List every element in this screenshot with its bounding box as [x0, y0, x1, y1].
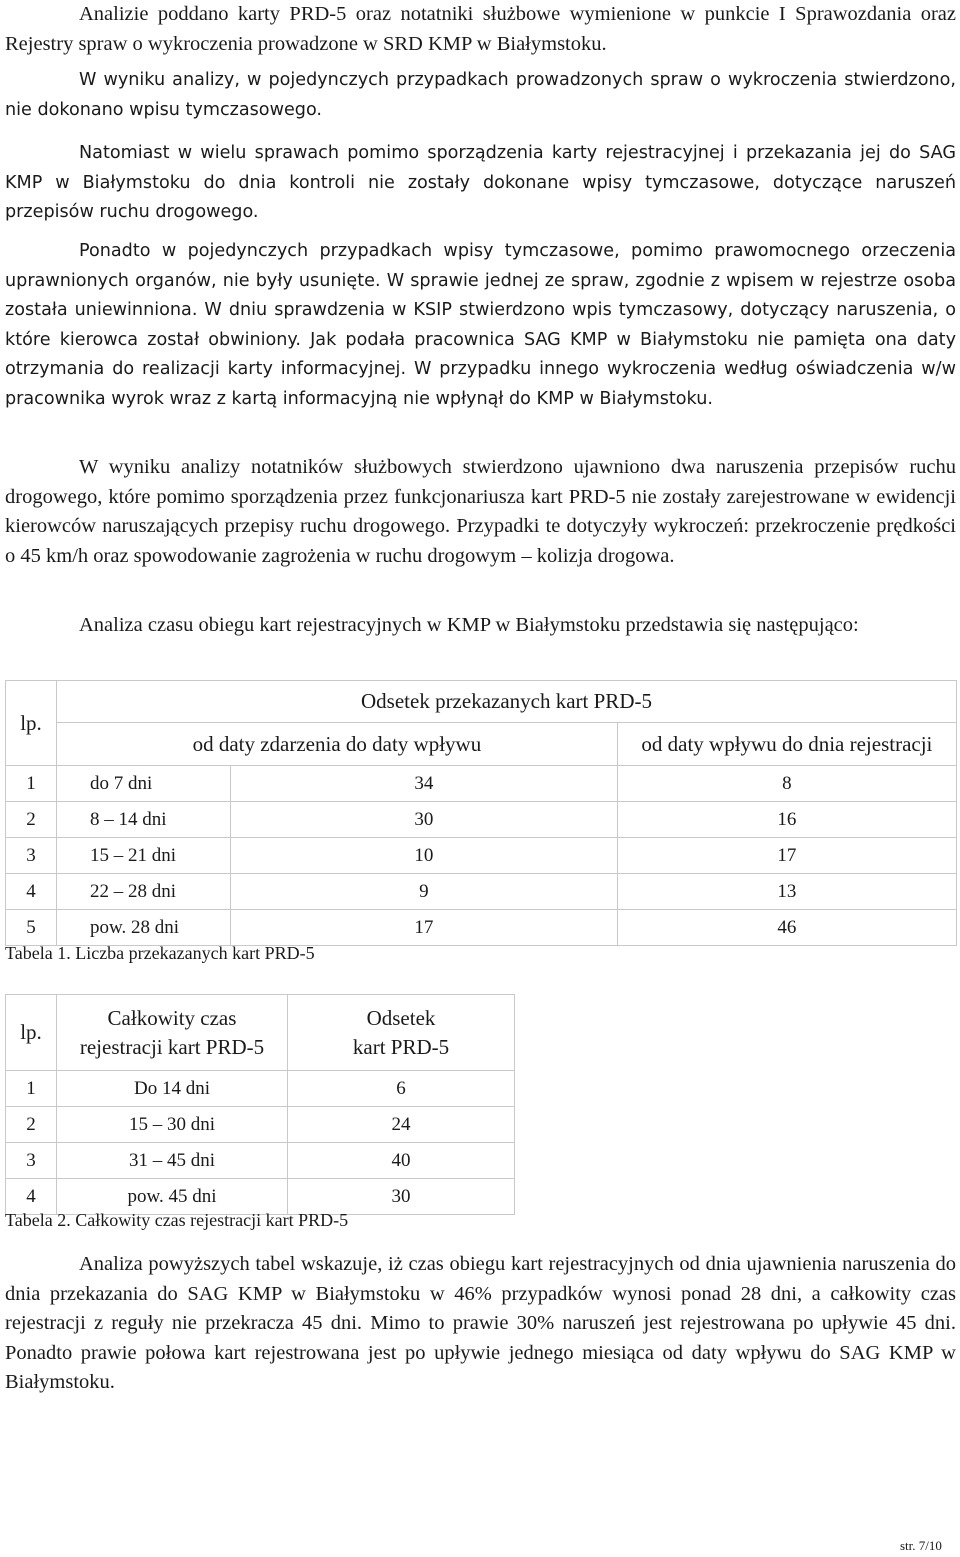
table1-row1-col1: 34 [231, 766, 618, 802]
table2-col1-header [57, 995, 288, 1071]
table-row [6, 874, 957, 910]
paragraph-2: W wyniku analizy, w pojedynczych przypadkach prowadzonych spraw o wykroczenia stwierdzono, nie dokonano wpisu tymczasowego. [5, 70, 956, 120]
table1-group-header: Odsetek przekazanych kart PRD-5 [57, 681, 957, 723]
paragraph-6: Analiza czasu obiegu kart rejestracyjnych w KMP w Białymstoku przedstawia się następująco: [79, 614, 859, 636]
table1-row2-lp: 2 [6, 802, 57, 838]
table1-row5-col1: 17 [231, 910, 618, 946]
table2-col2-header-line2: kart PRD-5 [352, 1034, 450, 1059]
table2-row2-range: 15 – 30 dni [57, 1107, 288, 1143]
table2-row2-value: 24 [288, 1107, 515, 1143]
table2-row2-lp: 2 [6, 1107, 57, 1143]
table1-row1-col2: 8 [617, 766, 956, 802]
table-card-transfer-percentages [5, 680, 957, 946]
table2-row1-value: 6 [288, 1071, 515, 1107]
table2-row4-value: 30 [288, 1179, 515, 1215]
table1-row4-lp: 4 [6, 874, 57, 910]
table1-col2-header: od daty wpływu do dnia rejestracji [617, 723, 956, 766]
table2-lp-header: lp. [6, 995, 57, 1071]
table1-row4-col1: 9 [231, 874, 618, 910]
table1-row3-col2: 17 [617, 838, 956, 874]
table1-col1-header: od daty zdarzenia do daty wpływu [57, 723, 618, 766]
table2-row3-value: 40 [288, 1143, 515, 1179]
paragraph-1: Analizie poddano karty PRD-5 oraz notatniki służbowe wymienione w punkcie I Sprawozdania oraz Rejestry spraw o wykroczenia prowadzone w SRD KMP w Białymstoku. [5, 3, 956, 55]
table-row [6, 1143, 515, 1179]
table1-row3-lp: 3 [6, 838, 57, 874]
table2-row4-range: pow. 45 dni [57, 1179, 288, 1215]
page-number: str. 7/10 [900, 1538, 942, 1553]
table1-row2-col1: 30 [231, 802, 618, 838]
table2-row3-range: 31 – 45 dni [57, 1143, 288, 1179]
table2-col1-header-line2: rejestracji kart PRD-5 [79, 1034, 265, 1059]
table2-col2-header-line1: Odsetek [366, 1005, 436, 1030]
table-row [6, 802, 957, 838]
table1-row5-range: pow. 28 dni [57, 910, 231, 946]
table1-row4-range: 22 – 28 dni [57, 874, 231, 910]
table-total-registration-time [5, 994, 515, 1215]
table-row [6, 766, 957, 802]
table-row [6, 910, 957, 946]
table1-row1-lp: 1 [6, 766, 57, 802]
table2-col1-header-line1: Całkowity czas [107, 1005, 237, 1030]
paragraph-4: Ponadto w pojedynczych przypadkach wpisy tymczasowe, pomimo prawomocnego orzeczenia uprawnionych organów, nie były usunięte. W sprawie jednej ze spraw, zgodnie z wpisem w rejestrze osoba została uniewinniona. W dniu sprawdzenia w KSIP stwierdzono wpis tymczasowy, dotyczący naruszenia, o które kierowca został obwiniony. Jak podała pracownica SAG KMP w Białymstoku nie pamięta ona daty otrzymania do realizacji karty informacyjnej. W przypadku innego wykroczenia według oświadczenia w/w pracownika wyrok wraz z kartą informacyjną nie wpłynął do KMP w Białymstoku. [5, 241, 956, 409]
table1-row4-col2: 13 [617, 874, 956, 910]
table1-row5-col2: 46 [617, 910, 956, 946]
table1-row2-range: 8 – 14 dni [57, 802, 231, 838]
paragraph-7: Analiza powyższych tabel wskazuje, iż czas obiegu kart rejestracyjnych od dnia ujawnienia naruszenia do dnia przekazania do SAG KMP w Białymstoku w 46% przypadków wynosi ponad 28 dni, a całkowity czas rejestracji z reguły nie przekracza 45 dni. Mimo to prawie 30% naruszeń jest rejestrowana po upływie 45 dni. Ponadto prawie połowa kart rejestrowana jest po upływie jednego miesiąca od daty wpływu do SAG KMP w Białymstoku. [5, 1253, 956, 1393]
table2-row3-lp: 3 [6, 1143, 57, 1179]
paragraph-3: Natomiast w wielu sprawach pomimo sporządzenia karty rejestracyjnej i przekazania jej do SAG KMP w Białymstoku do dnia kontroli nie zostały dokonane wpisy tymczasowe, dotyczące naruszeń przepisów ruchu drogowego. [5, 143, 956, 222]
table-row [6, 1071, 515, 1107]
table-row [6, 838, 957, 874]
table2-row4-lp: 4 [6, 1179, 57, 1215]
table1-row3-col1: 10 [231, 838, 618, 874]
table1-caption: Tabela 1. Liczba przekazanych kart PRD-5 [5, 943, 315, 963]
table2-row1-lp: 1 [6, 1071, 57, 1107]
paragraph-5: W wyniku analizy notatników służbowych stwierdzono ujawniono dwa naruszenia przepisów ruchu drogowego, które pomimo sporządzenia przez funkcjonariusza kart PRD-5 nie zostały zarejestrowane w ewidencji kierowców naruszających przepisy ruchu drogowego. Przypadki te dotyczyły wykroczeń: przekroczenie prędkości o 45 km/h oraz spowodowanie zagrożenia w ruchu drogowym – kolizja drogowa. [5, 456, 956, 567]
table2-row1-range: Do 14 dni [57, 1071, 288, 1107]
table1-row3-range: 15 – 21 dni [57, 838, 231, 874]
table1-lp-header: lp. [6, 681, 57, 766]
table1-row2-col2: 16 [617, 802, 956, 838]
table2-col2-header [288, 995, 515, 1071]
table1-row1-range: do 7 dni [57, 766, 231, 802]
table1-row5-lp: 5 [6, 910, 57, 946]
table-row [6, 1107, 515, 1143]
table2-caption: Tabela 2. Całkowity czas rejestracji kart PRD-5 [5, 1210, 349, 1230]
